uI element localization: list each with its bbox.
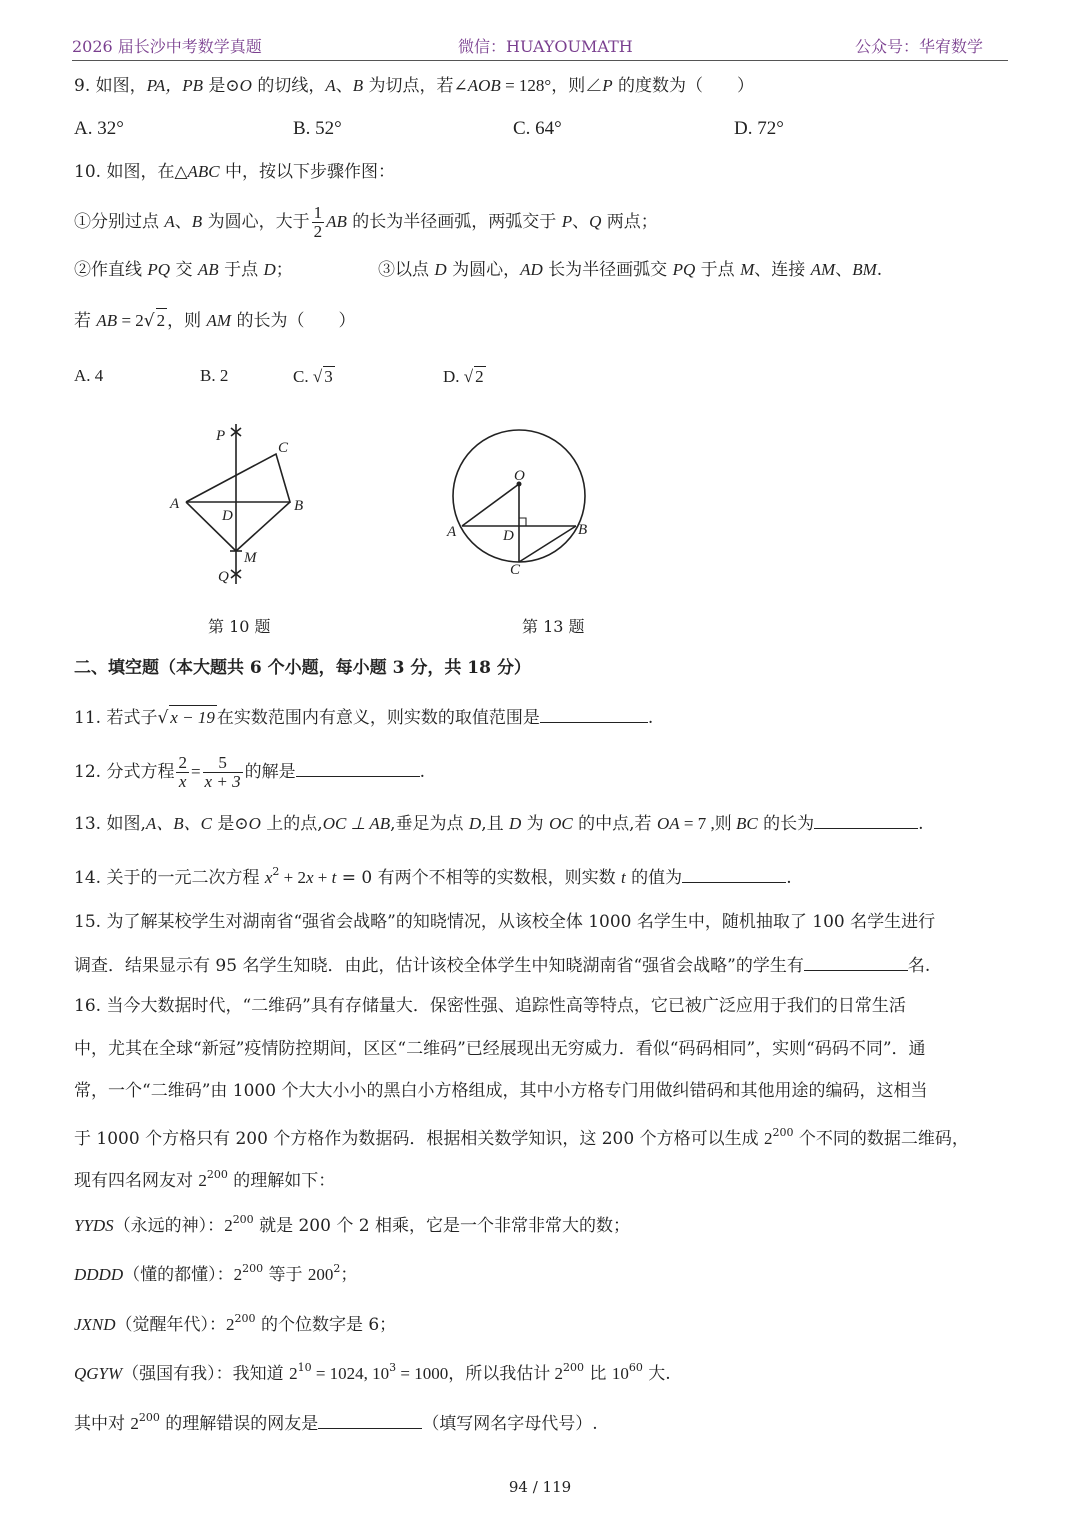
label-o: O [514,468,525,484]
question-9: 9. 如图，PA，PB 是⊙O 的切线，A、B 为切点，若∠AOB = 128°，则∠P 的度数为（ ） [74,76,754,96]
question-16-final: 其中对 $2^{200}$ 的理解错误的网友是 （填写网名字母代号）. [74,1411,598,1434]
opinion-jxnd: JXND（觉醒年代）：$2^{200}$ 的个位数字是 6； [74,1312,397,1335]
header-center: 微信：HUAYOUMATH [458,37,633,56]
figure-13-caption: 第 13 题 [522,617,585,636]
q10-option-a: A. 4 [74,366,104,385]
right-angle-mark [519,518,526,526]
question-16-line-1: 16. 当今大数据时代，“二维码”具有存储量大．保密性强、追踪性高等特点，它已被广泛应用于我们的日常生活 [74,996,906,1016]
q10-option-c: C. √ 3 [293,367,333,386]
label-c: C [278,440,289,456]
q10-step-1: ①分别过点 A、B 为圆心，大于 $\frac{1}{2}$ AB 的长为半径画弧，两弧交于 P、Q 两点； [74,203,658,241]
label-q: Q [218,569,229,585]
answer-blank-13[interactable] [814,810,918,829]
q10-step-3: ③以点 D 为圆心，AD 长为半径画弧交 PQ 于点 M、连接 AM、BM. [378,260,883,280]
figure-13 [440,420,600,585]
question-15-line-1: 15. 为了解某校学生对湖南省“强省会战略”的知晓情况，从该校全体 1000 名学生中，随机抽取了 100 名学生进行 [74,912,936,932]
label-d: D [503,528,514,544]
q9-option-a: A. 32° [74,118,124,139]
label-p: P [216,428,226,444]
header-right: 公众号：华宥数学 [855,37,984,56]
answer-blank-11[interactable] [540,704,648,723]
label-a: A [447,524,457,540]
q10-step-2: ②作直线 PQ 交 AB 于点 D； [74,260,293,280]
opinion-qgyw: QGYW（强国有我）：我知道 $2^{10} = 1024$, $10^3 = 1000$，所以我估计 $2^{200}$ 比 $10^{60}$ 大. [74,1361,671,1384]
label-m: M [244,550,257,566]
answer-blank-14[interactable] [682,864,786,883]
q10-condition: 若 AB = 2√ 2 ，则 AM 的长为（ ） [74,308,355,333]
answer-blank-15[interactable] [804,952,908,971]
header-left: 2026 届长沙中考数学真题 [72,37,262,56]
opinion-dddd: DDDD（懂的都懂）：$2^{200}$ 等于 $200^2$； [74,1262,358,1285]
opinion-yyds: YYDS（永远的神）：$2^{200}$ 就是 200 个 2 相乘，它是一个非常非常大的数； [74,1213,630,1236]
q9-option-c: C. 64° [513,118,562,139]
label-b: B [578,522,588,538]
question-16-line-4: 于 1000 个方格只有 200 个方格作为数据码．根据相关数学知识，这 200 个方格可以生成 $2^{200}$ 个不同的数据二维码， [74,1126,969,1149]
question-16-line-2: 中，尤其在全球“新冠”疫情防控期间，区区“二维码”已经展现出无穷威力．看似“码码相同”，实则“码码不同”．通 [74,1039,926,1059]
triangle-abc [186,454,290,502]
q10-option-b: B. 2 [200,366,229,385]
page-number: 94 / 119 [508,1478,572,1496]
label-a: A [170,496,180,512]
answer-blank-16[interactable] [318,1410,422,1429]
question-15-line-2: 调查．结果显示有 95 名学生知晓．由此，估计该校全体学生中知晓湖南省“强省会战略”的学生有 名. [74,952,930,978]
fraction-half: $\frac{1}{2}$ [313,203,323,241]
figure-10 [160,418,320,588]
section-2-title: 二、填空题（本大题共 6 个小题，每小题 3 分，共 18 分） [74,658,531,678]
header-divider [72,60,1008,61]
question-16-line-3: 常，一个“二维码”由 1000 个大大小小的黑白小方格组成，其中小方格专门用做纠错码和其他用途的编码，这相当 [74,1081,928,1101]
segment-bm [236,502,290,551]
question-10: 10. 如图，在△ABC 中，按以下步骤作图： [74,162,396,182]
question-12: 12. 分式方程 $\frac{2}{x}$ = $\frac{5}{x + 3}$ 的解是 . [74,753,425,791]
answer-blank-12[interactable] [296,758,420,777]
q10-option-d: D. √ 2 [443,367,484,386]
question-14: 14. 关于的一元二次方程 $x^2 + 2x + t = 0$ 有两个不相等的实数根，则实数 t 的值为 . [74,865,792,888]
q9-option-b: B. 52° [293,118,342,139]
figure-10-caption: 第 10 题 [208,617,271,636]
question-13: 13. 如图,A、B、C 是⊙O 上的点,OC ⊥ AB,垂足为点 D,且 D 为 OC 的中点,若 OA = 7 ,则 BC 的长为 . [74,810,924,836]
label-b: B [294,498,304,514]
label-d: D [222,508,233,524]
segment-bc [519,526,576,562]
question-11: 11. 若式子√ x − 19 在实数范围内有意义，则实数的取值范围是 . [74,704,653,730]
question-16-line-5: 现有四名网友对 $2^{200}$ 的理解如下： [74,1168,336,1191]
q9-option-d: D. 72° [734,118,784,139]
label-c: C [510,562,521,578]
segment-oa [462,484,519,526]
